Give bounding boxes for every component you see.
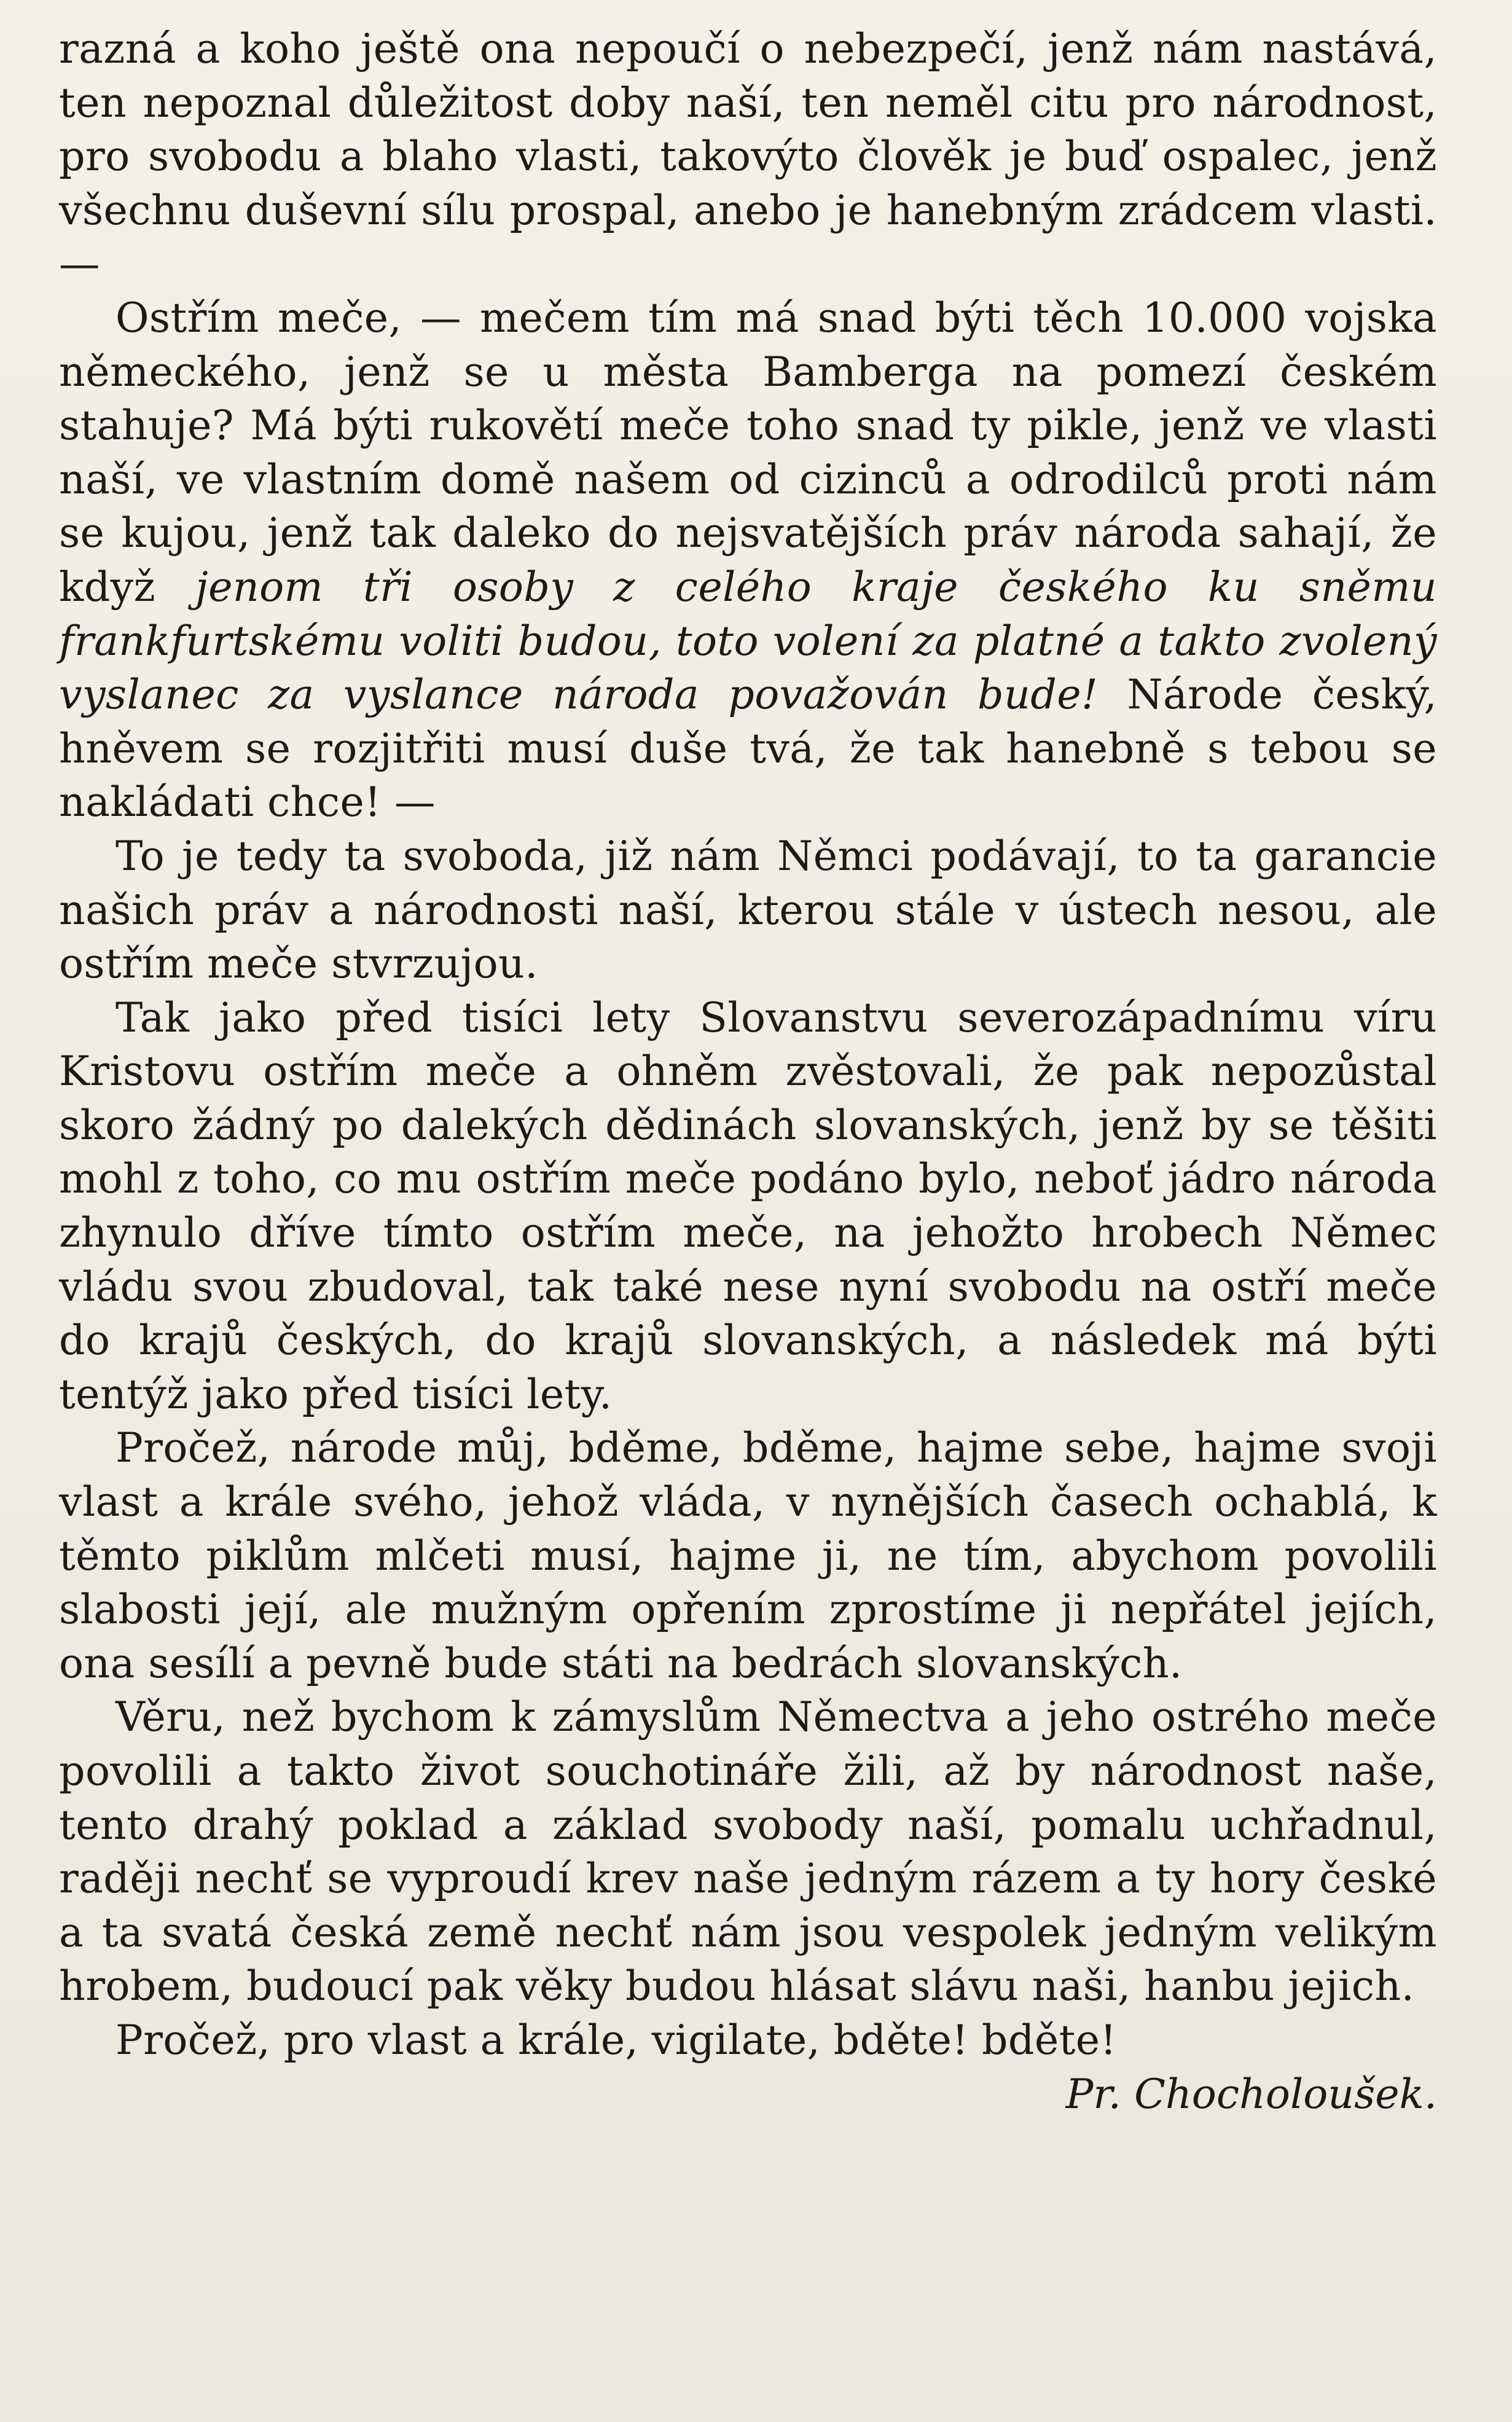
article-text	[59, 22, 1437, 2121]
paragraph-4-text: Tak jako před tisíci lety Slovanstvu severozápadnímu víru Kristovu ostřím meče a ohněm zvěstovali, že pak nepozůstal skoro žádný po dalekých dědinách slovanských, jenž by se těšiti mohl z toho, co mu ostřím meče podáno bylo, neboť jádro národa zhynulo dříve tímto ostřím meče, na jehožto hrobech Němec vládu svou zbudoval, tak také nese nyní svobodu na ostří meče do krajů českých, do krajů slovanských, a následek má býti tentýž jako před tisíci lety.	[59, 993, 1437, 1418]
paragraph-7-text: Pročež, pro vlast a krále, vigilate, bděte! bděte!	[116, 2015, 1117, 2064]
paragraph-6-text: Věru, než bychom k zámyslům Němectva a jeho ostrého meče povolili a takto život souchotináře žili, až by národnost naše, tento drahý poklad a základ svobody naší, pomalu uchřadnul, raději nechť se vyproudí krev naše jedným rázem a ty hory české a ta svatá česká země nechť nám jsou vespolek jedným velikým hrobem, budoucí pak věky budou hlásat slávu naši, hanbu jejich.	[59, 1693, 1437, 2010]
paragraph-2-text-b: Národe český, hněvem se rozjitřiti musí duše tvá, že tak hanebně s tebou se nakládati chce! —	[59, 670, 1437, 826]
paragraph-4	[59, 991, 1437, 1422]
paragraph-5	[59, 1421, 1437, 1690]
paragraph-1	[59, 22, 1437, 291]
paragraph-2-text-a: Ostřím meče, — mečem tím má snad býti těch 10.000 vojska německého, jenž se u města Bamberga na pomezí českém stahuje? Má býti rukovětí meče toho snad ty pikle, jenž ve vlasti naší, ve vlastním domě našem od cizinců a odrodilců proti nám se kujou, jenž tak daleko do nejsvatějších práv národa sahají, že když	[59, 293, 1437, 611]
author-signature: Pr. Chocholoušek.	[1065, 2069, 1437, 2118]
paragraph-3-text: To je tedy ta svoboda, již nám Němci podávají, to ta garancie našich práv a národnosti naší, kterou stále v ústech nesou, ale ostřím meče stvrzujou.	[59, 831, 1437, 988]
paragraph-2	[59, 291, 1437, 829]
paragraph-1-text: razná a koho ještě ona nepoučí o nebezpečí, jenž nám nastává, ten nepoznal důležitost doby naší, ten neměl citu pro národnost, pro svobodu a blaho vlasti, takovýto člověk je buď ospalec, jenž všechnu duševní sílu prospal, anebo je hanebným zrádcem vlasti. —	[59, 25, 1437, 288]
paragraph-2-italic-text: jenom tři osoby z celého kraje českého ku sněmu frankfurtskému voliti budou, toto volení za platné a takto zvolený vyslanec za vyslance národa považován bude!	[59, 562, 1437, 719]
paragraph-7	[59, 2013, 1437, 2067]
paragraph-3	[59, 829, 1437, 991]
paragraph-5-text: Pročež, národe můj, bděme, bděme, hajme sebe, hajme svoji vlast a krále svého, jehož vláda, v nynějších časech ochablá, k těmto piklům mlčeti musí, hajme ji, ne tím, abychom povolili slabosti její, ale mužným opřením zprostíme ji nepřátel jejích, ona sesílí a pevně bude státi na bedrách slovanských.	[59, 1424, 1437, 1687]
paragraph-6	[59, 1690, 1437, 2013]
